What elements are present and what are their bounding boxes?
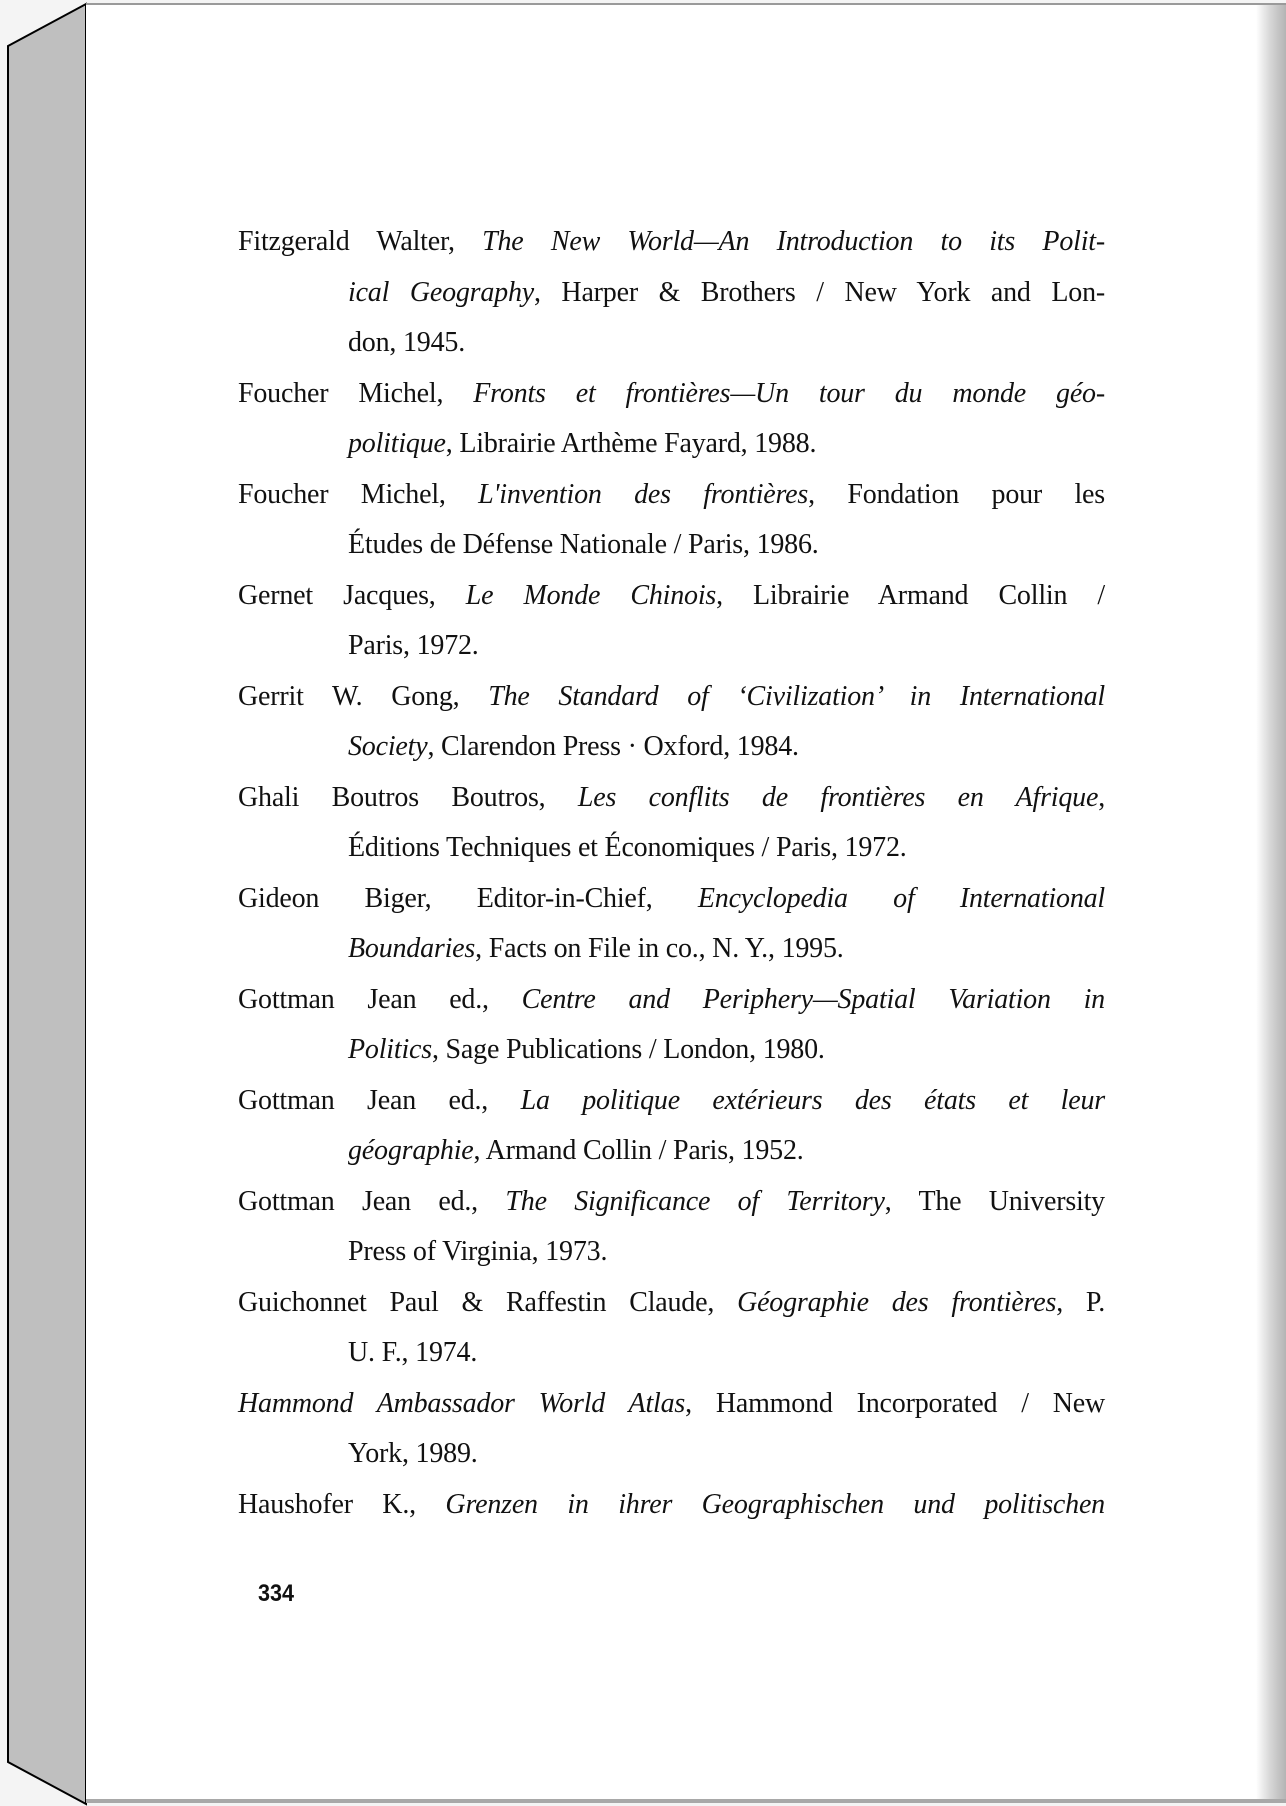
- citation-text: , Librairie Armand Collin /: [716, 579, 1105, 611]
- title-text: Centre and Periphery—Spatial Variation in: [521, 983, 1105, 1015]
- citation-text: Études de Défense Nationale / Paris, 1986.: [348, 529, 819, 560]
- title-text: La politique extérieurs des états et leur: [520, 1084, 1105, 1116]
- entry-line: [238, 318, 1105, 369]
- title-text: Boundaries: [348, 933, 476, 964]
- citation-text: U. F., 1974.: [348, 1337, 478, 1368]
- citation-text: , Armand Collin / Paris, 1952.: [473, 1135, 804, 1166]
- bibliography-entry: [238, 975, 1105, 1076]
- entry-line: [238, 1126, 1105, 1177]
- citation-text: Gottman Jean ed.,: [238, 1084, 521, 1116]
- title-text: Politics: [348, 1034, 432, 1065]
- entry-line: [238, 419, 1105, 470]
- title-text: Society: [348, 731, 428, 762]
- title-text: The Significance of Territory: [505, 1185, 885, 1217]
- citation-text: Paris, 1972.: [348, 630, 479, 661]
- citation-text: , Hammond Incorporated / New: [685, 1387, 1105, 1419]
- bibliography-entry: [238, 470, 1105, 571]
- page-edge-shadow: [1256, 5, 1286, 1803]
- bibliography-list: [238, 217, 1105, 1530]
- bibliography-entry: [238, 369, 1105, 470]
- title-text: Les conflits de frontières en Afrique: [577, 781, 1099, 813]
- book-spine: [0, 0, 90, 1806]
- page-bottom-edge: [86, 1799, 1286, 1803]
- citation-text: , Fondation pour les: [808, 478, 1105, 510]
- citation-text: , Librairie Arthème Fayard, 1988.: [445, 428, 817, 459]
- entry-line: [238, 571, 1105, 622]
- citation-text: Gottman Jean ed.,: [238, 1185, 506, 1217]
- citation-text: Press of Virginia, 1973.: [348, 1236, 608, 1267]
- bibliography-entry: [238, 773, 1105, 874]
- entry-line: [238, 1480, 1105, 1531]
- title-text: L'invention des frontières: [478, 478, 809, 510]
- title-text: politique: [348, 428, 446, 459]
- citation-text: York, 1989.: [348, 1438, 478, 1469]
- citation-text: , Clarendon Press · Oxford, 1984.: [427, 731, 799, 762]
- citation-text: Fitzgerald Walter,: [238, 226, 483, 257]
- bibliography-entry: [238, 1076, 1105, 1177]
- title-text: ical Geography: [348, 276, 534, 308]
- title-text: The Standard of ‘Civilization’ in International: [488, 680, 1105, 712]
- title-text: Fronts et frontières—Un tour du monde géo-: [473, 377, 1105, 409]
- citation-text: , Sage Publications / London, 1980.: [431, 1034, 825, 1065]
- citation-text: Ghali Boutros Boutros,: [238, 781, 578, 813]
- bibliography-entry: [238, 1480, 1105, 1531]
- title-text: Géographie des frontières: [737, 1286, 1057, 1318]
- entry-line: [238, 621, 1105, 672]
- page-number: 334: [258, 1580, 295, 1607]
- bibliography-entry: [238, 1278, 1105, 1379]
- entry-line: [238, 1379, 1105, 1430]
- citation-text: , Harper & Brothers / New York and Lon-: [534, 276, 1105, 308]
- citation-text: Gottman Jean ed.,: [238, 983, 522, 1015]
- citation-text: ,: [1098, 781, 1105, 813]
- entry-line: [238, 1278, 1105, 1329]
- entry-line: [238, 1076, 1105, 1127]
- citation-text: Éditions Techniques et Économiques / Paris, 1972.: [348, 832, 907, 863]
- citation-text: Foucher Michel,: [238, 377, 474, 409]
- citation-text: , P.: [1056, 1286, 1105, 1318]
- entry-line: [238, 470, 1105, 521]
- citation-text: Gernet Jacques,: [238, 579, 466, 611]
- entry-line: [238, 369, 1105, 420]
- entry-line: [238, 823, 1105, 874]
- bibliography-entry: [238, 217, 1105, 369]
- entry-line: [238, 1227, 1105, 1278]
- entry-line: [238, 268, 1105, 319]
- entry-line: [238, 924, 1105, 975]
- entry-line: [238, 1025, 1105, 1076]
- bibliography-entry: [238, 571, 1105, 672]
- citation-text: , Facts on File in co., N. Y., 1995.: [475, 933, 844, 964]
- citation-text: Gerrit W. Gong,: [238, 680, 489, 712]
- title-text: The New World—An Introduction to its Polit-: [482, 226, 1105, 257]
- bibliography-entry: [238, 672, 1105, 773]
- citation-text: Haushofer K.,: [238, 1488, 446, 1520]
- bibliography-entry: [238, 874, 1105, 975]
- entry-line: [238, 874, 1105, 925]
- citation-text: don, 1945.: [348, 327, 466, 358]
- citation-text: Guichonnet Paul & Raffestin Claude,: [238, 1286, 738, 1318]
- entry-line: [238, 1328, 1105, 1379]
- title-text: Grenzen in ihrer Geographischen und politischen: [445, 1488, 1105, 1520]
- title-text: Hammond Ambassador World Atlas: [238, 1387, 686, 1419]
- citation-text: , The University: [884, 1185, 1105, 1217]
- citation-text: Foucher Michel,: [238, 478, 479, 510]
- bibliography-entry: [238, 1379, 1105, 1480]
- entry-line: [238, 520, 1105, 571]
- bibliography-entry: [238, 1177, 1105, 1278]
- entry-line: [238, 672, 1105, 723]
- entry-line: [238, 1429, 1105, 1480]
- title-text: Le Monde Chinois: [465, 579, 717, 611]
- entry-line: [238, 975, 1105, 1026]
- title-text: géographie: [348, 1135, 474, 1166]
- entry-line: [238, 1177, 1105, 1228]
- entry-line: [238, 217, 1105, 268]
- entry-line: [238, 722, 1105, 773]
- entry-line: [238, 773, 1105, 824]
- title-text: Encyclopedia of International: [697, 882, 1105, 914]
- citation-text: Gideon Biger, Editor-in-Chief,: [238, 882, 698, 914]
